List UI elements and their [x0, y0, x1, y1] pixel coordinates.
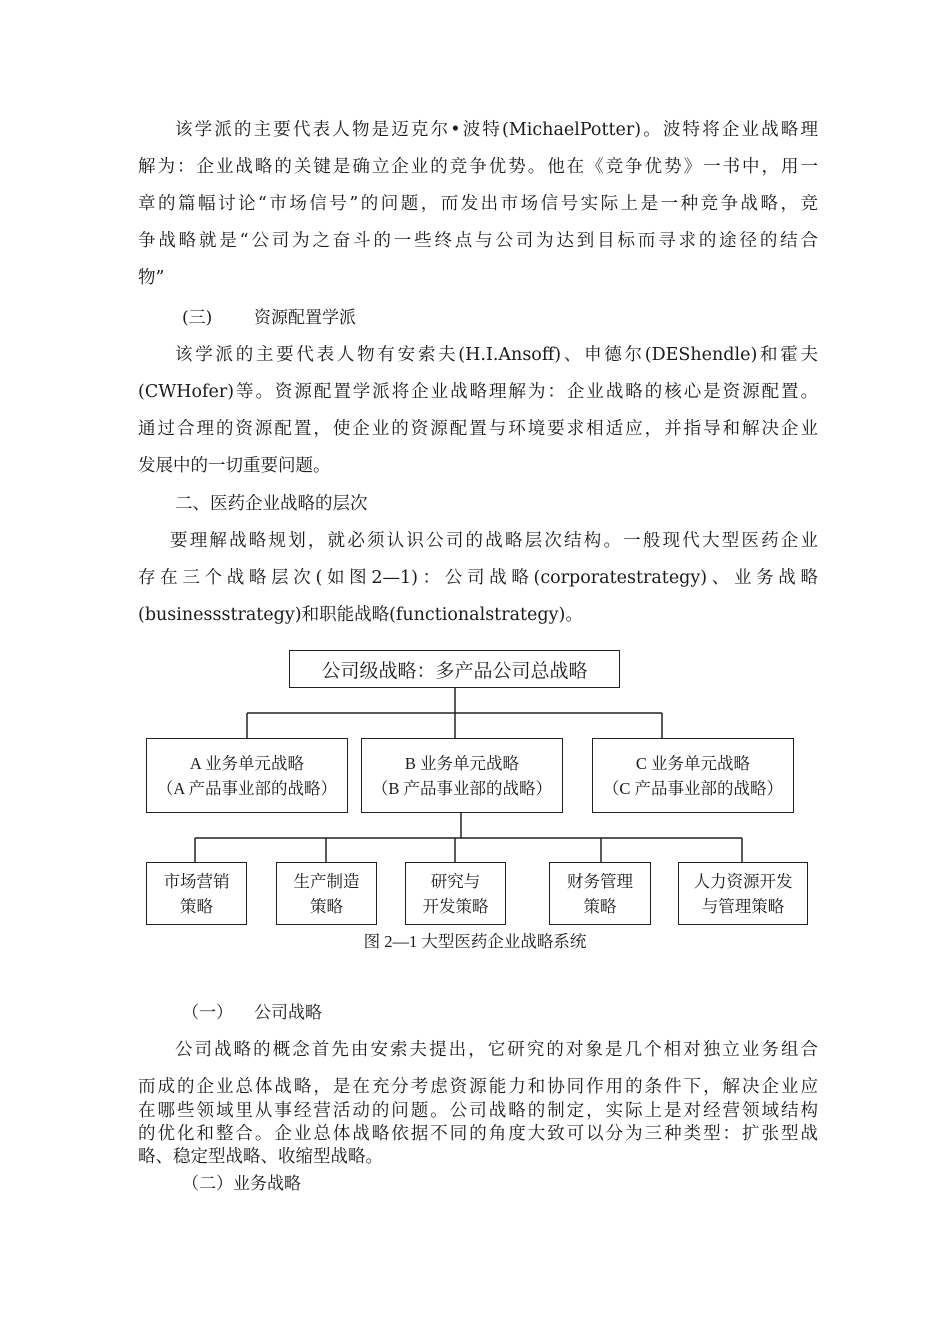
paragraph-line: 物” [138, 268, 165, 288]
box-label: 财务管理 [567, 871, 633, 891]
business-unit-c-box [592, 738, 794, 813]
function-rnd-box [405, 862, 506, 925]
paragraph-line: 而成的企业总体战略，是在充分考虑资源能力和协同作用的条件下，解决企业应 [138, 1077, 818, 1097]
box-label: 市场营销 [163, 871, 230, 891]
paragraph-line: 解为：企业战略的关键是确立企业的竞争优势。他在《竞争优势》一书中，用一 [138, 157, 818, 177]
paragraph-line: (CWHofer)等。资源配置学派将企业战略理解为：企业战略的核心是资源配置。 [138, 382, 818, 402]
paragraph-line: 该学派的主要代表人物是迈克尔•波特(MichaelPotter)。波特将企业战略理 [175, 120, 818, 140]
box-label: A 业务单元战略 [189, 753, 305, 773]
box-label: 研究与 [430, 871, 481, 891]
paragraph-line: 该学派的主要代表人物有安索夫(H.I.Ansoff)、申德尔(DEShendle)和霍夫 [175, 345, 818, 365]
box-sublabel: 开发策略 [422, 896, 489, 916]
box-sublabel: （B 产品事业部的战略） [371, 778, 553, 798]
section-heading: 二、医药企业战略的层次 [175, 494, 368, 514]
figure-caption: 图 2—1 大型医药企业战略系统 [363, 932, 587, 951]
function-marketing-box [146, 862, 247, 925]
paragraph-line: 略、稳定型战略、收缩型战略。 [138, 1147, 383, 1167]
function-finance-box [549, 862, 651, 925]
function-hr-box [678, 862, 808, 925]
box-sublabel: 策略 [583, 896, 617, 916]
box-sublabel: （A 产品事业部的战略） [156, 778, 338, 798]
business-unit-a-box [146, 738, 348, 813]
paragraph-line: 争战略就是“公司为之奋斗的一些终点与公司为达到目标而寻求的途径的结合 [138, 231, 818, 251]
paragraph-line: 在哪些领域里从事经营活动的问题。公司战略的制定，实际上是对经营领域结构 [138, 1101, 818, 1121]
subsection-number: （一） [182, 1003, 233, 1023]
box-sublabel: 策略 [180, 896, 213, 916]
paragraph-line: 存在三个战略层次(如图2—1)：公司战略(corporatestrategy)、业务战略 [138, 568, 818, 588]
box-label: 公司级战略：多产品公司总战略 [321, 660, 588, 682]
corporate-strategy-box [289, 650, 620, 688]
paragraph-line: (businessstrategy)和职能战略(functionalstrategy)。 [138, 605, 583, 625]
box-sublabel: 策略 [310, 896, 343, 916]
paragraph-line: 发展中的一切重要问题。 [138, 456, 331, 476]
box-label: C 业务单元战略 [635, 753, 751, 773]
business-unit-b-box [361, 738, 563, 813]
subsection-title: 公司战略 [254, 1003, 322, 1023]
section-title: 资源配置学派 [254, 308, 356, 328]
paragraph-line: 的优化和整合。企业总体战略依据不同的角度大致可以分为三种类型：扩张型战 [138, 1124, 818, 1144]
box-label: 生产制造 [293, 871, 360, 891]
paragraph-line: 章的篇幅讨论“市场信号”的问题，而发出市场信号实际上是一种竞争战略，竞 [138, 194, 818, 214]
box-sublabel: 与管理策略 [701, 896, 785, 916]
subsection-heading: （二）业务战略 [182, 1174, 301, 1194]
paragraph-line: 通过合理的资源配置，使企业的资源配置与环境要求相适应，并指导和解决企业 [138, 419, 818, 439]
paragraph-line: 公司战略的概念首先由安索夫提出，它研究的对象是几个相对独立业务组合 [175, 1040, 818, 1060]
function-production-box [276, 862, 377, 925]
section-number: (三) [182, 308, 213, 328]
box-label: 人力资源开发 [693, 871, 793, 891]
box-label: B 业务单元战略 [404, 753, 520, 773]
box-sublabel: （C 产品事业部的战略） [602, 778, 784, 798]
paragraph-line: 要理解战略规划，就必须认识公司的战略层次结构。一般现代大型医药企业 [170, 531, 818, 551]
